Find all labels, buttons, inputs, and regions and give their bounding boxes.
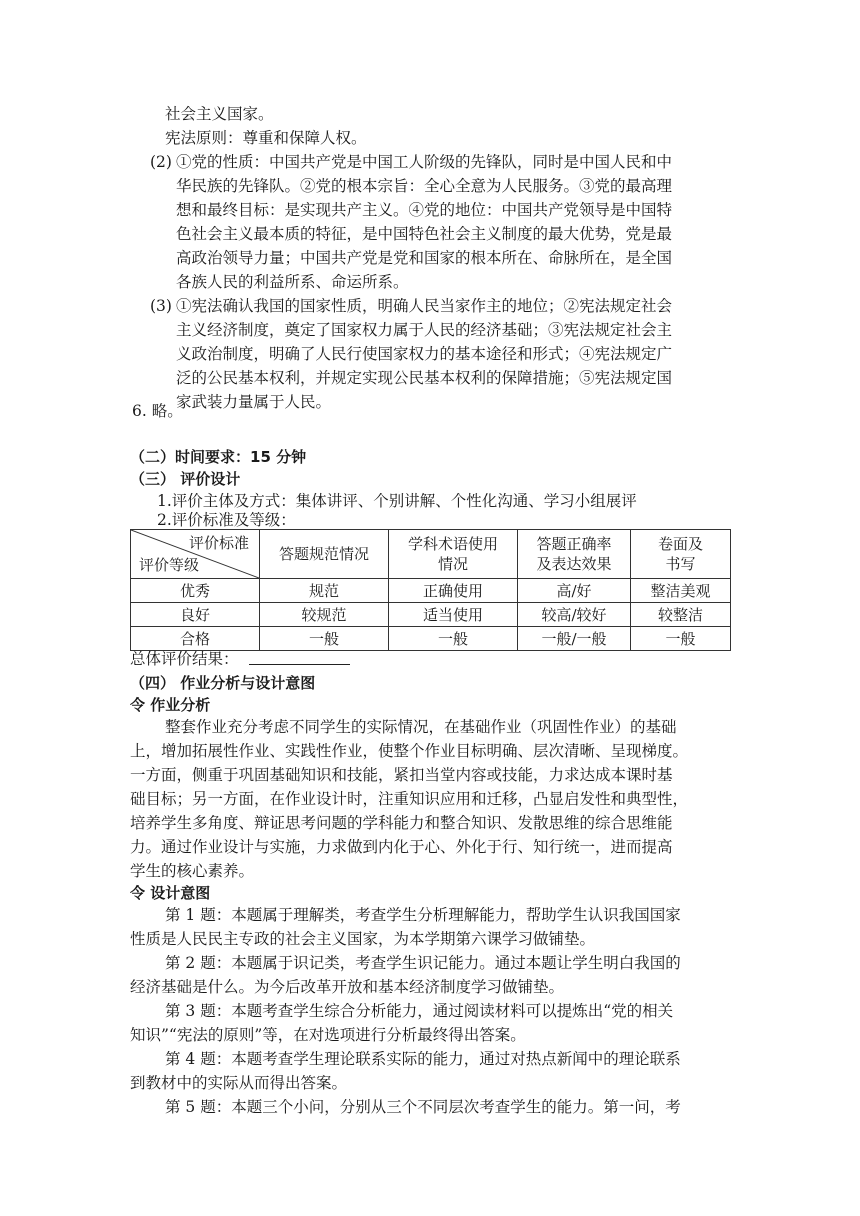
table-row bbox=[131, 627, 731, 651]
table-cell: 规范 bbox=[260, 579, 389, 603]
table-cell: 一般 bbox=[260, 627, 389, 651]
paragraph-line: 一方面，侧重于巩固基础知识和技能，紧扣当堂内容或技能，力求达成本课时基 bbox=[130, 766, 673, 784]
paragraph-line: 第 1 题：本题属于理解类，考查学生分析理解能力，帮助学生认识我国国家 bbox=[165, 906, 681, 924]
paragraph-line: 培养学生多角度、辩证思考问题的学科能力和整合知识、发散思维的综合思维能 bbox=[130, 814, 673, 832]
table-header-cell bbox=[389, 530, 518, 579]
level-cell: 良好 bbox=[131, 603, 260, 627]
table-cell: 一般 bbox=[631, 627, 731, 651]
overall-result-blank[interactable] bbox=[249, 664, 350, 665]
header-label: 学科术语使用 情况 bbox=[407, 535, 498, 573]
paragraph-line: 第 5 题：本题三个小问，分别从三个不同层次考查学生的能力。第一问，考 bbox=[165, 1098, 681, 1116]
table-cell: 一般/一般 bbox=[518, 627, 631, 651]
text-line: 6. 略。 bbox=[132, 402, 183, 420]
text-line: 社会主义国家。 bbox=[165, 105, 274, 123]
table-cell: 高/好 bbox=[518, 579, 631, 603]
paragraph-line: 到教材中的实际从而得出答案。 bbox=[130, 1074, 348, 1092]
subsection-heading: 令 设计意图 bbox=[130, 884, 211, 902]
table-cell: 较规范 bbox=[260, 603, 389, 627]
table-cell: 一般 bbox=[389, 627, 518, 651]
text-line: 想和最终目标：是实现共产主义。④党的地位：中国共产党领导是中国特 bbox=[176, 201, 673, 219]
table-header-cell bbox=[631, 530, 731, 579]
paragraph-line: 性质是人民民主专政的社会主义国家，为本学期第六课学习做铺垫。 bbox=[130, 930, 596, 948]
header-label: 答题正确率 及表达效果 bbox=[536, 535, 612, 573]
corner-bottom-label: 评价等级 bbox=[139, 556, 200, 574]
table-header-cell bbox=[518, 530, 631, 579]
table-row bbox=[131, 579, 731, 603]
section-heading: （四） 作业分析与设计意图 bbox=[130, 674, 316, 692]
table-cell: 正确使用 bbox=[389, 579, 518, 603]
text-line: 主义经济制度，奠定了国家权力属于人民的经济基础；③宪法规定社会主 bbox=[176, 321, 673, 339]
text-line: 各族人民的利益所系、命运所系。 bbox=[176, 273, 409, 291]
text-line: 色社会主义最本质的特征，是中国特色社会主义制度的最大优势，党是最 bbox=[176, 225, 673, 243]
text-line: 泛的公民基本权利，并规定实现公民基本权利的保障措施；⑤宪法规定国 bbox=[176, 369, 673, 387]
paragraph-line: 第 3 题：本题考查学生综合分析能力，通过阅读材料可以提炼出“党的相关 bbox=[165, 1002, 674, 1020]
table-cell: 较高/较好 bbox=[518, 603, 631, 627]
section-heading: （三） 评价设计 bbox=[130, 470, 241, 488]
text-line: 2.评价标准及等级： bbox=[157, 511, 296, 529]
paragraph-line: 础目标；另一方面，在作业设计时，注重知识应用和迁移，凸显启发性和典型性， bbox=[130, 790, 689, 808]
table-header-cell bbox=[260, 530, 389, 579]
paragraph-line: 学生的核心素养。 bbox=[130, 862, 255, 880]
overall-result-label: 总体评价结果： bbox=[130, 650, 239, 668]
paragraph-line: 第 4 题：本题考查学生理论联系实际的能力，通过对热点新闻中的理论联系 bbox=[165, 1050, 681, 1068]
paragraph-line: 第 2 题：本题属于识记类，考查学生识记能力。通过本题让学生明白我国的 bbox=[165, 954, 681, 972]
table-header-row bbox=[131, 530, 731, 579]
table-cell: 较整洁 bbox=[631, 603, 731, 627]
table-corner-cell bbox=[131, 530, 260, 579]
item-number: (3) bbox=[150, 297, 172, 315]
level-cell: 合格 bbox=[131, 627, 260, 651]
text-line: 家武装力量属于人民。 bbox=[176, 393, 332, 411]
section-heading: （二）时间要求：15 分钟 bbox=[130, 448, 307, 466]
paragraph-line: 整套作业充分考虑不同学生的实际情况，在基础作业（巩固性作业）的基础 bbox=[165, 718, 677, 736]
text-line: 宪法原则：尊重和保障人权。 bbox=[165, 129, 367, 147]
item-number: (2) bbox=[150, 153, 172, 171]
header-label: 卷面及 书写 bbox=[657, 535, 703, 573]
header-label: 答题规范情况 bbox=[278, 545, 369, 563]
paragraph-line: 力。通过作业设计与实施，力求做到内化于心、外化于行、知行统一，进而提高 bbox=[130, 838, 673, 856]
text-line: 义政治制度，明确了人民行使国家权力的基本途径和形式；④宪法规定广 bbox=[176, 345, 673, 363]
evaluation-table bbox=[130, 529, 731, 651]
paragraph-line: 经济基础是什么。为今后改革开放和基本经济制度学习做铺垫。 bbox=[130, 978, 565, 996]
paragraph-line: 知识”“宪法的原则”等，在对选项进行分析最终得出答案。 bbox=[130, 1026, 526, 1044]
level-cell: 优秀 bbox=[131, 579, 260, 603]
text-line: ①党的性质：中国共产党是中国工人阶级的先锋队，同时是中国人民和中 bbox=[176, 153, 673, 171]
text-line: 1.评价主体及方式：集体讲评、个别讲解、个性化沟通、学习小组展评 bbox=[157, 492, 637, 510]
text-line: 华民族的先锋队。②党的根本宗旨：全心全意为人民服务。③党的最高理 bbox=[176, 177, 673, 195]
table-cell: 整洁美观 bbox=[631, 579, 731, 603]
paragraph-line: 上，增加拓展性作业、实践性作业，使整个作业目标明确、层次清晰、呈现梯度。 bbox=[130, 742, 689, 760]
text-line: ①宪法确认我国的国家性质，明确人民当家作主的地位；②宪法规定社会 bbox=[176, 297, 673, 315]
table-row bbox=[131, 603, 731, 627]
subsection-heading: 令 作业分析 bbox=[130, 696, 211, 714]
corner-top-label: 评价标准 bbox=[188, 534, 249, 552]
text-line: 高政治领导力量；中国共产党是党和国家的根本所在、命脉所在，是全国 bbox=[176, 249, 673, 267]
table-cell: 适当使用 bbox=[389, 603, 518, 627]
